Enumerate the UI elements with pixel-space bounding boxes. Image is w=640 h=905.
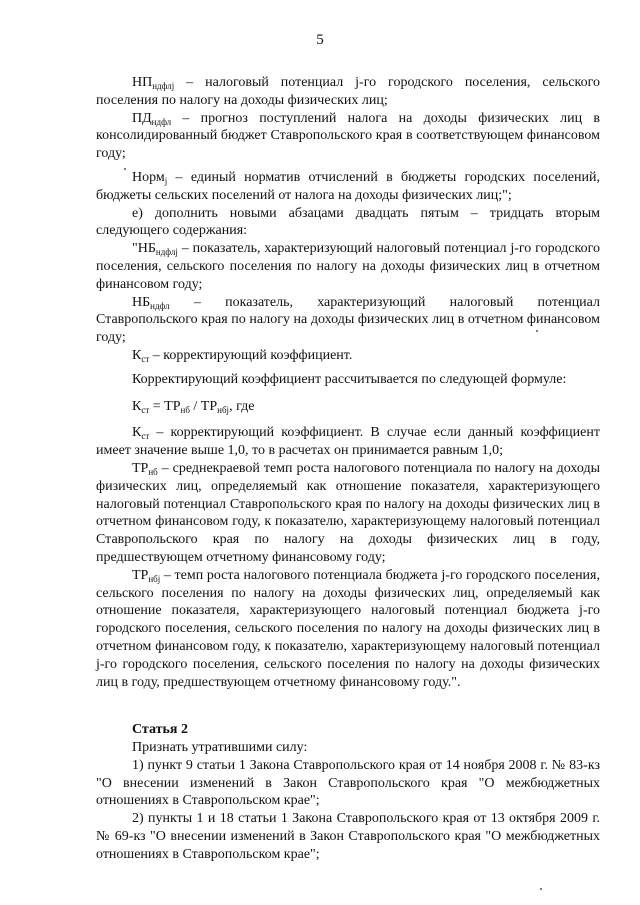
formula-intro: Корректирующий коэффициент рассчитывается по следующей формуле: [132, 371, 567, 387]
definition-np: $НП_{ндфлj}$ – налоговый потенциал j-го городского поселения, сельского поселения по налогу на доходы физических лиц; [96, 75, 600, 108]
document-body [96, 74, 600, 864]
scan-speck [540, 888, 542, 890]
scan-speck [536, 330, 538, 332]
article-2-intro: Признать утратившими силу: [132, 740, 308, 756]
item-e: е) дополнить новыми абзацами двадцать пятым – тридцать вторым следующего содержания: [96, 205, 600, 239]
article-2-title: Статья 2 [132, 722, 188, 738]
paragraph-kst-definition: $К_{ст}$ – корректирующий коэффициент. В случае если данный коэффициент имеет значение выше 1,0, то в расчетах он принимается равным 1,0; [96, 425, 600, 459]
formula: $К_{ст} = ТР_{нб} / ТР_{нбj}$, где [132, 398, 255, 415]
paragraph-kst: $К_{ст}$ – корректирующий коэффициент. [132, 347, 353, 364]
scan-speck [124, 168, 126, 170]
paragraph-nb: $НБ_{ндфл}$ – показатель, характеризующий налоговый потенциал Ставропольского края по налогу на доходы физических лиц в отчетном финансовом году; [96, 294, 600, 346]
definition-norm: Норм$_j$ – единый норматив отчислений в бюджеты городских поселений, бюджеты сельских поселений от налога на доходы физических лиц;"; [96, 169, 600, 203]
article-2-item-1: 1) пункт 9 статьи 1 Закона Ставропольского края от 14 ноября 2008 г. № 83-кз "О внесении изменений в Закон Ставропольского края "О межбюджетных отношениях в Ставропольском крае"; [96, 757, 600, 809]
paragraph-trnb: $ТР_{нб}$ – среднекраевой темп роста налогового потенциала по налогу на доходы физических лиц, определяемый как отношение показателя, характеризующего налоговый потенциал Ставропольского края по налогу на доходы физических лиц в отчетном финансовом году, к показателю, характеризующему налоговый потенциал Ставропольского края по налогу на доходы физических лиц в году, предшествующем отчетному финансовому году; [96, 460, 600, 565]
article-2-item-2: 2) пункты 1 и 18 статьи 1 Закона Ставропольского края от 13 октября 2009 г. № 69-кз "О внесении изменений в Закон Ставропольского края "О межбюджетных отношениях в Ставропольском крае"; [96, 811, 600, 862]
page-number: 5 [316, 32, 324, 48]
paragraph-trnbj: $ТР_{нбj}$ – темп роста налогового потенциала бюджета j-го городского поселения, сельского поселения по налогу на доходы физических лиц, определяемый как отношение показателя, характеризующего налоговый потенциал бюджета j-го городского поселения, сельского поселения по налогу на доходы физических лиц в отчетном финансовом году, к показателю, характеризующему налоговый потенциал j-го городского поселения, сельского поселения по налогу на доходы физических лиц в году, предшествующем отчетному финансовому году.". [96, 567, 600, 690]
definition-pd: $ПД_{ндфл}$ – прогноз поступлений налога на доходы физических лиц в консолидированный бюджет Ставропольского края в соответствующем финансовом году; [96, 110, 600, 162]
paragraph-nbj: "$НБ_{ндфлj}$ – показатель, характеризующий налоговый потенциал j-го городского поселения, сельского поселения по налогу на доходы физических лиц в отчетном финансовом году; [96, 241, 600, 292]
